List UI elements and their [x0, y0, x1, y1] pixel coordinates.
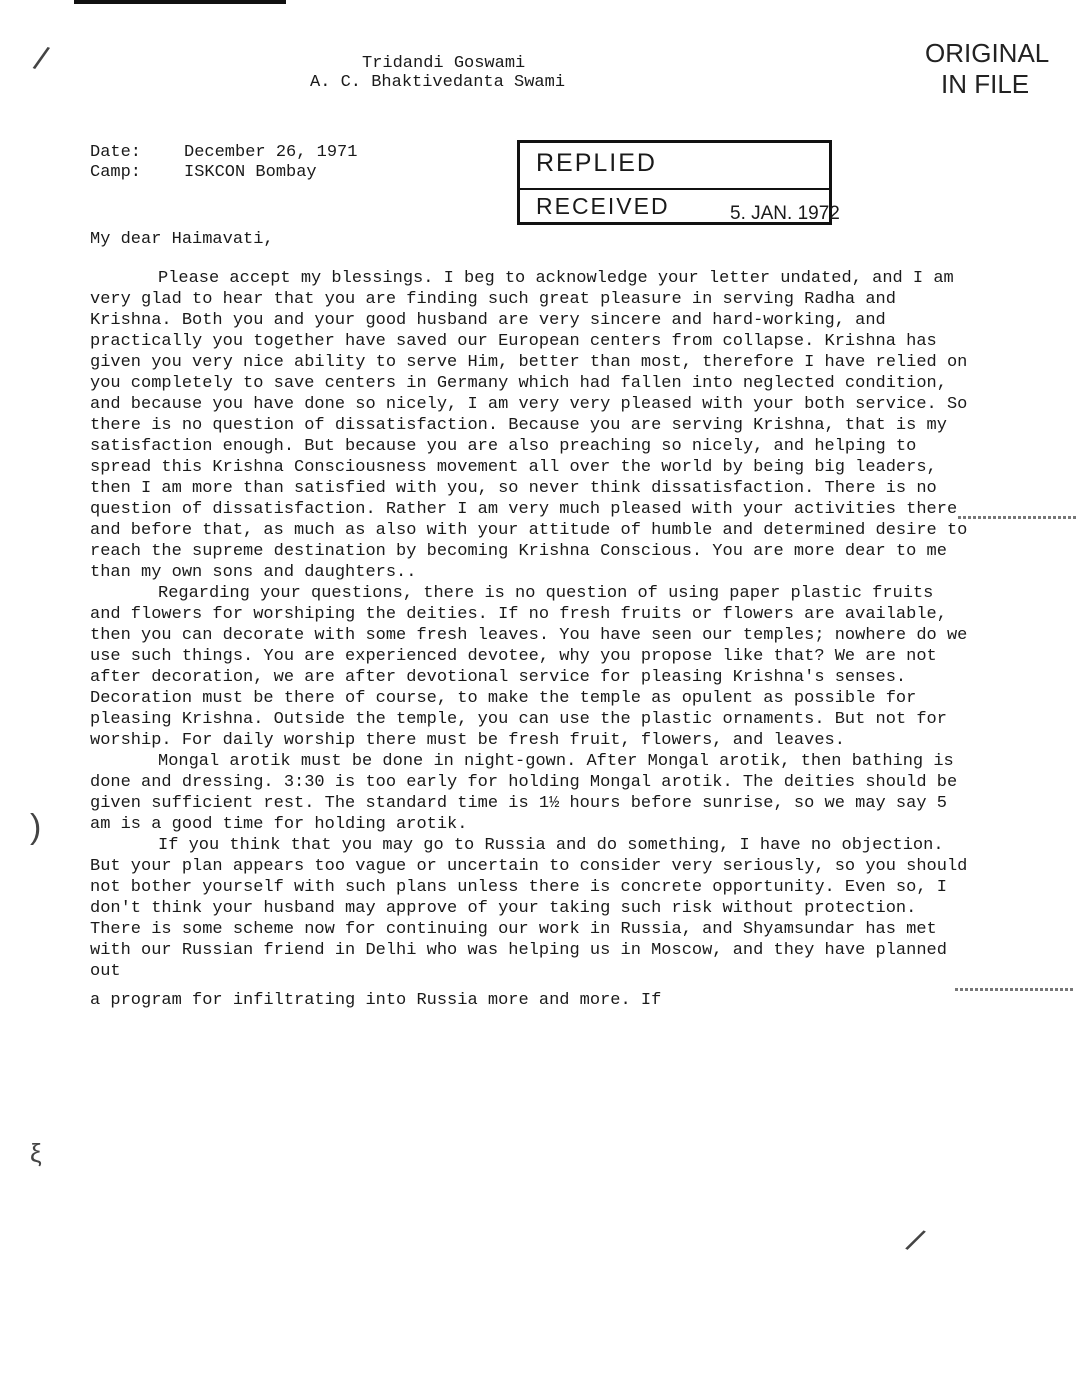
- replied-row: [520, 143, 832, 190]
- letterhead-name: A. C. Bhaktivedanta Swami: [310, 73, 566, 92]
- received-date: 5. JAN. 1972: [730, 203, 840, 224]
- original-in-file-stamp: [925, 38, 1049, 100]
- received-text: RECEIVED: [536, 193, 670, 219]
- camp-label: Camp:: [90, 163, 142, 182]
- letter-body: [90, 268, 970, 1011]
- closing-line: a program for infiltrating into Russia more and more. If: [90, 991, 662, 1010]
- salutation: My dear Haimavati,: [90, 230, 274, 249]
- file-stamp-line2: IN FILE: [941, 69, 1030, 99]
- camp-value: ISKCON Bombay: [184, 163, 317, 182]
- date-value: December 26, 1971: [184, 143, 358, 162]
- slash-mark: /: [29, 39, 52, 79]
- scan-noise: [955, 988, 1075, 991]
- letterhead: [310, 54, 565, 92]
- bracket-mark: ): [30, 808, 42, 846]
- margin-squiggle: ξ: [30, 1138, 42, 1168]
- letter-meta: [90, 143, 357, 183]
- date-label: Date:: [90, 143, 142, 162]
- scan-noise: [958, 516, 1076, 519]
- top-edge-bar: [74, 0, 286, 4]
- date-row: [90, 143, 357, 163]
- camp-row: [90, 163, 357, 183]
- replied-text: REPLIED: [536, 149, 657, 177]
- slash-mark: /: [901, 1222, 929, 1260]
- paragraph: If you think that you may go to Russia and do something, I have no objection. But your plan appears too vague or uncertain to consider very seriously, so you should not bother yourself with such plans unless there is concrete opportunity. Even so, I don't think your husband may approve of your taking such risk without protection. There is some scheme now for continuing our work in Russia, and Shyamsundar has met with our Russian friend in Delhi who was helping us in Moscow, and they have planned out: [90, 836, 968, 981]
- file-stamp-line1: ORIGINAL: [925, 38, 1050, 68]
- paragraph: Regarding your questions, there is no question of using paper plastic fruits and flowers for worshiping the deities. If no fresh fruits or flowers are available, then you can decorate with some fresh leaves. You have seen our temples; nowhere do we use such things. You are experienced devotee, why you propose like that? We are not after decoration, we are after devotional service for pleasing Krishna's senses. Decoration must be there of course, to make the temple as opulent as possible for pleasing Krishna. Outside the temple, you can use the plastic ornaments. But not for worship. For daily worship there must be fresh fruit, flowers, and leaves.: [90, 584, 968, 750]
- paragraph: Please accept my blessings. I beg to acknowledge your letter undated, and I am very glad to hear that you are finding such great pleasure in serving Radha and Krishna. Both you and your good husband are very sincere and hard-working, and practically you together have saved our European centers from collapse. Krishna has given you very nice ability to serve Him, better than most, therefore I have relied on you completely to save centers in Germany which had fallen into neglected condition, and because you have done so nicely, I am very very pleased with your both service. So there is no question of dissatisfaction. Because you are serving Krishna, that is my satisfaction enough. But because you are also preaching so nicely, and helping to spread this Krishna Consciousness movement all over the world by being big leaders, then I am more than satisfied with you, so never think dissatisfaction. There is no question of dissatisfaction. Rather I am very much pleased with your activities there and before that, as much as also with your attitude of humble and determined desire to reach the supreme destination by becoming Krishna Conscious. You are more dear to me than my own sons and daughters..: [90, 269, 968, 582]
- received-stamp: [517, 140, 840, 225]
- paragraph: Mongal arotik must be done in night-gown. After Mongal arotik, then bathing is done and dressing. 3:30 is too early for holding Mongal arotik. The deities should be given sufficient rest. The standard time is 1½ hours before sunrise, so we may say 5 am is a good time for holding arotik.: [90, 752, 958, 834]
- letterhead-title: Tridandi Goswami: [362, 54, 526, 73]
